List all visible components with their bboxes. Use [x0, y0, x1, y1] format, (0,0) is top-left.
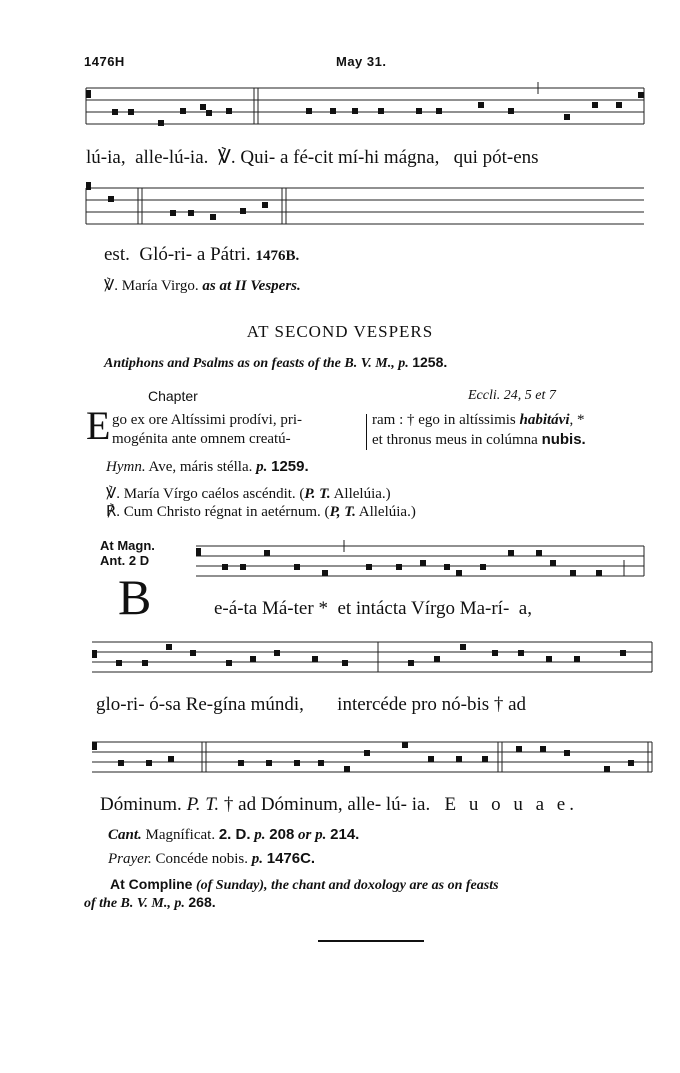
canticle-line: Cant. Magníficat. 2. D. p. 208 or p. 214. — [108, 826, 360, 843]
prayer-line: Prayer. Concéde nobis. p. 1476C. — [108, 850, 316, 867]
compline-note-cont: of the B. V. M., p. 268. — [84, 894, 216, 911]
chapter-label: Chapter — [148, 388, 198, 404]
chapter-left-line-1: go ex ore Altíssimi prodívi, pri- — [112, 412, 302, 428]
versicle-line: ℣. María Vírgo caélos ascéndit. (P. T. Allelúia.) — [106, 486, 391, 502]
lyrics-line-1: lú-ia, alle-lú-ia. ℣. Qui- a fé-cit mí-hi mágna, qui pót-ens — [86, 147, 539, 168]
page-date: May 31. — [336, 54, 387, 69]
section-title: AT SECOND VESPERS — [246, 322, 434, 341]
lyrics-line-5: Dóminum. P. T. † ad Dóminum, alle- lú- ia. E u o u a e. — [100, 794, 578, 815]
compline-note: At Compline (of Sunday), the chant and doxology are as on feasts — [110, 876, 499, 893]
chapter-right-line-2: et thronus meus in colúmna nubis. — [372, 431, 586, 448]
lyrics-line-3: e-á-ta Má-ter * et intácta Vírgo Ma-rí- a, — [214, 598, 532, 619]
lyrics-line-4: glo-ri- ó-sa Re-gína múndi, intercéde pro nó-bis † ad — [96, 694, 527, 715]
music-staff-2 — [0, 180, 680, 240]
response-line: ℟. Cum Christo régnat in aetérnum. (P, T. Allelúia.) — [106, 504, 416, 520]
column-divider — [366, 414, 367, 450]
music-staff-5 — [0, 736, 680, 786]
antiphons-note: Antiphons and Psalms as on feasts of the B. V. M., p. 1258. — [104, 354, 448, 371]
chapter-reference: Eccli. 24, 5 et 7 — [468, 388, 556, 403]
music-staff-3 — [0, 540, 680, 590]
music-staff-4 — [0, 636, 680, 686]
chapter-right-line-1: ram : † ego in altíssimis habitávi, * — [372, 412, 585, 428]
lyrics-line-2: est. Gló-ri- a Pátri. 1476B. — [104, 244, 300, 265]
page-reference: 1476H — [84, 54, 125, 69]
hymn-line: Hymn. Ave, máris stélla. p. 1259. — [106, 458, 309, 475]
magnificat-label: At Magn. Ant. 2 D — [100, 538, 155, 568]
chapter-initial: E — [86, 403, 111, 448]
versicle-maria-virgo: ℣. María Virgo. as at II Vespers. — [104, 278, 301, 294]
end-rule — [318, 940, 424, 942]
antiphon-initial: B — [118, 569, 152, 625]
chapter-left-line-2: mogénita ante omnem creatú- — [112, 431, 291, 447]
music-staff-1 — [0, 80, 680, 140]
